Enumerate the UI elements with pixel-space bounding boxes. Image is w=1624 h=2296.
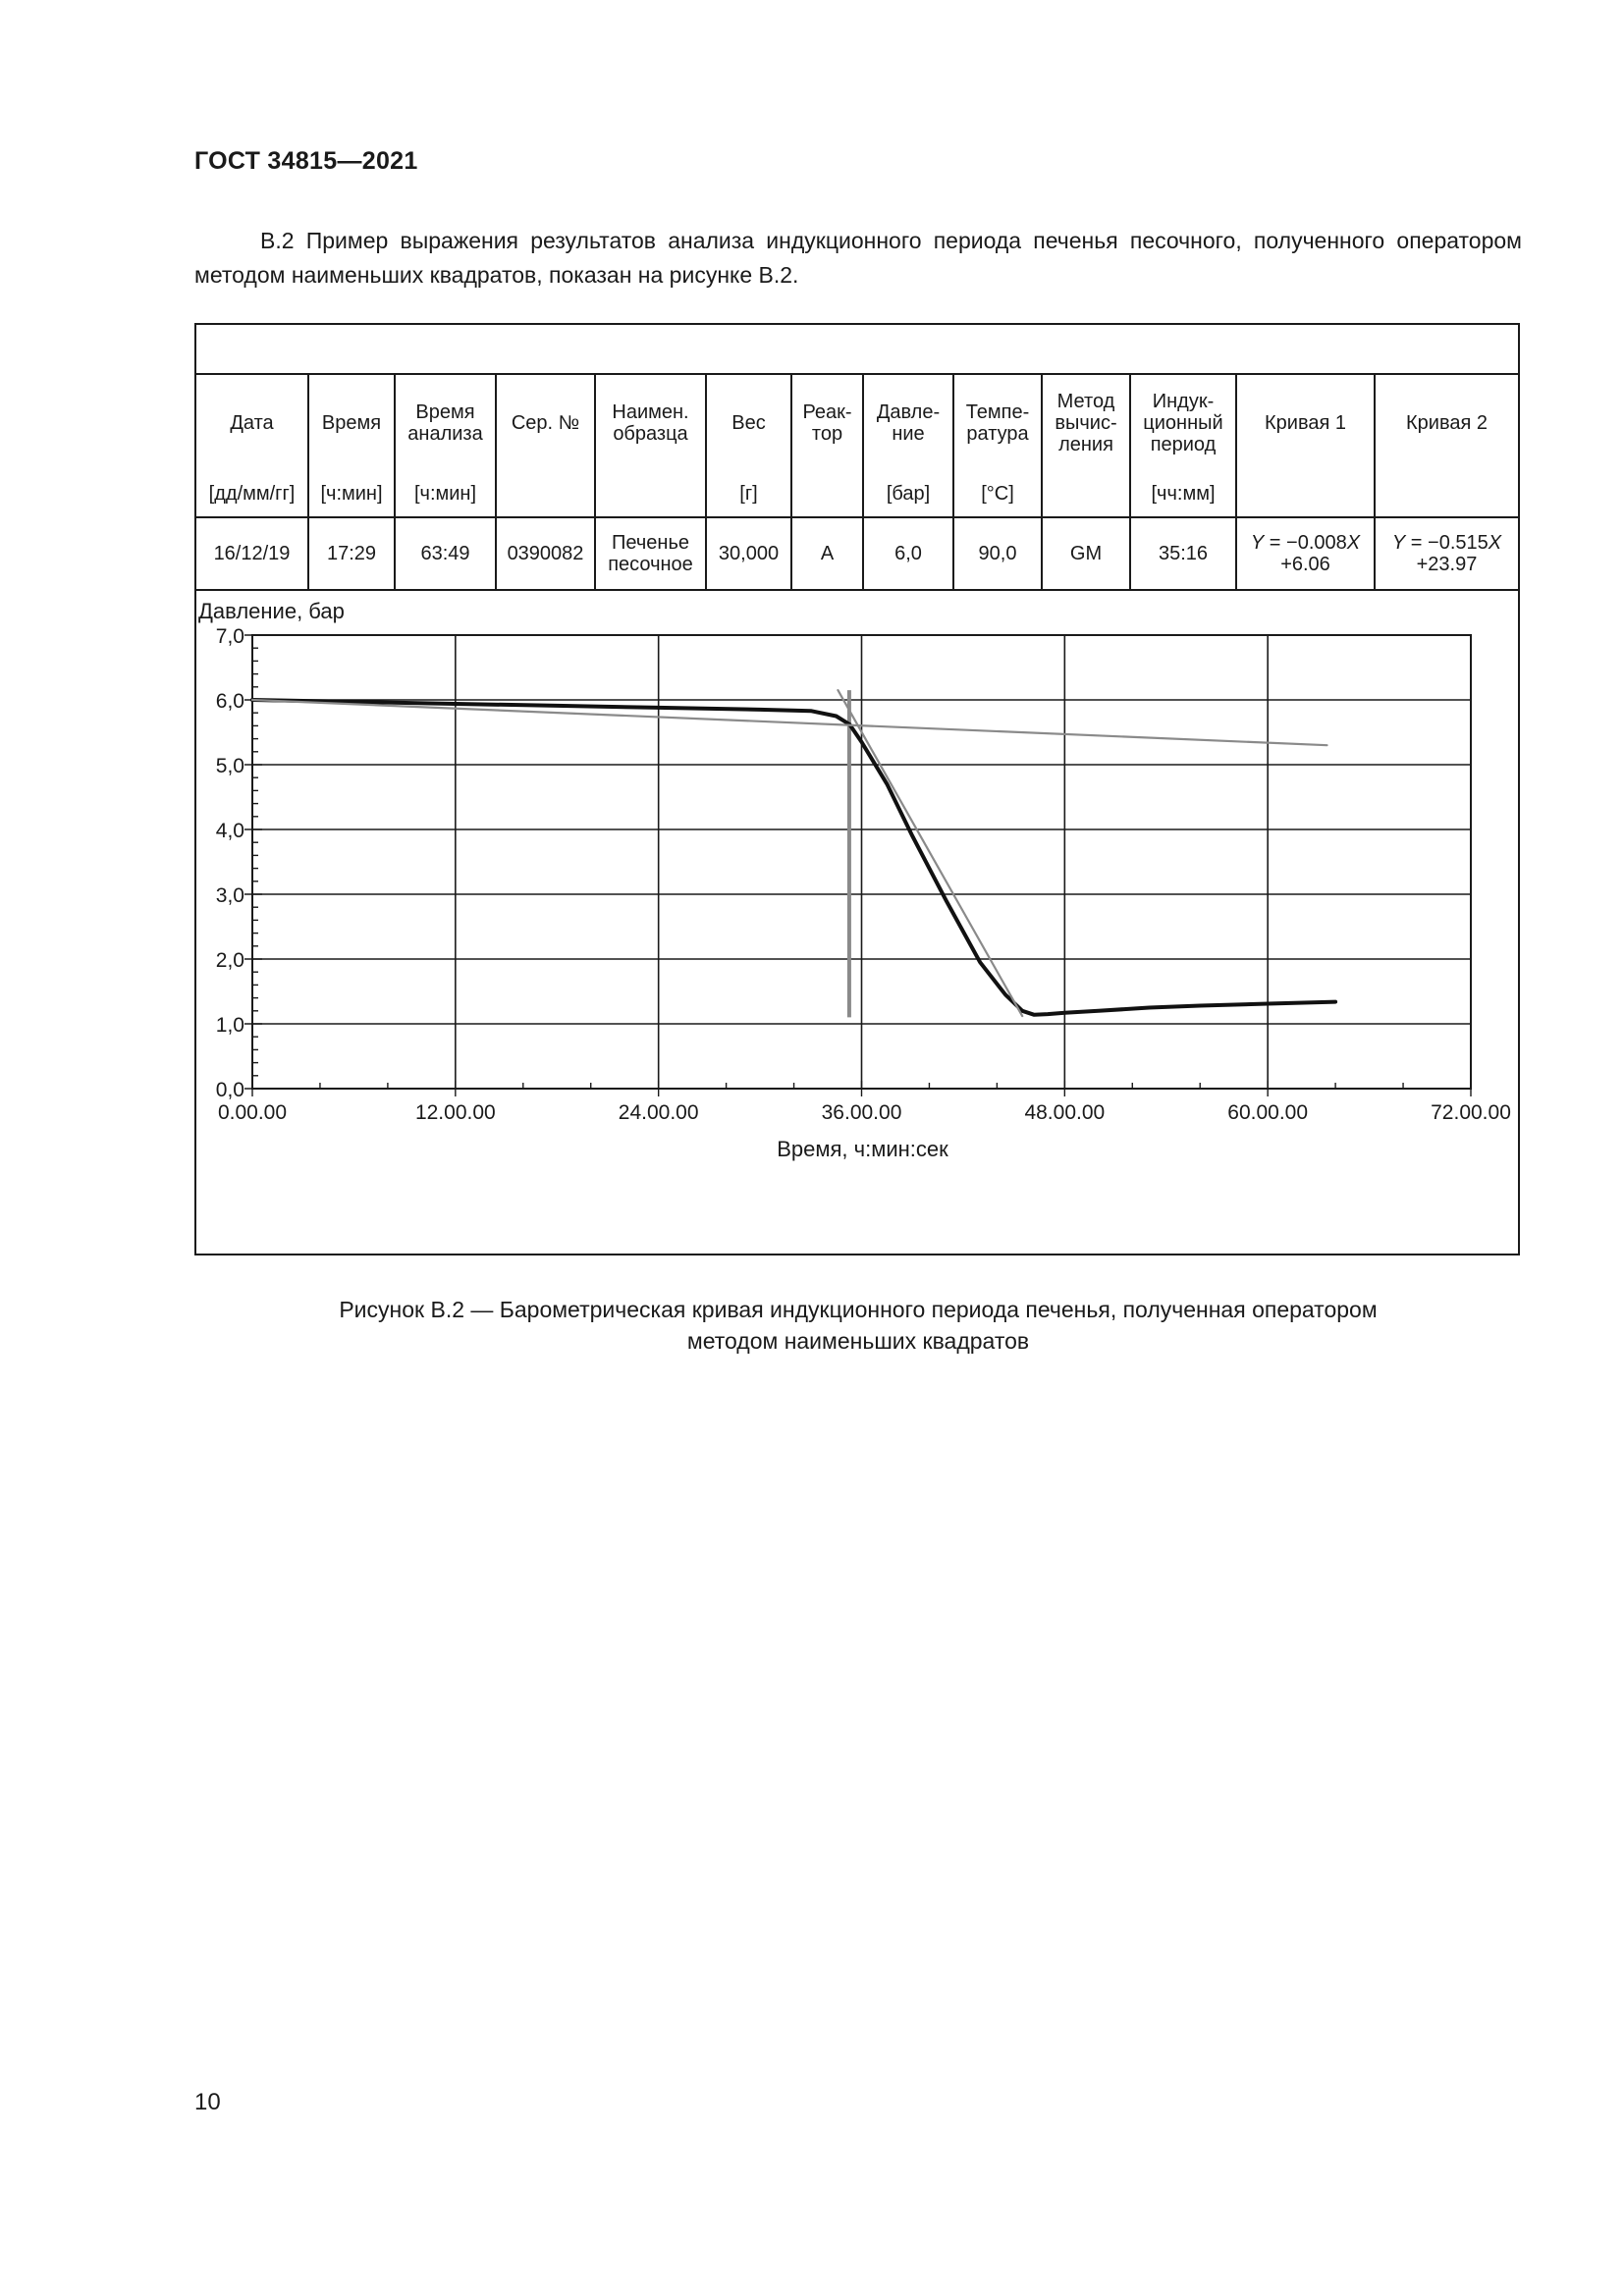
x-tick-label: 24.00.00 <box>618 1101 699 1124</box>
unit-cell: [бар] <box>863 471 953 517</box>
value-cell: A <box>791 517 863 590</box>
value-cell: 6,0 <box>863 517 953 590</box>
unit-cell: [ч:мин] <box>308 471 395 517</box>
x-tick-label: 48.00.00 <box>1024 1101 1106 1124</box>
curve2-coef: = −0.515 <box>1405 532 1489 554</box>
unit-cell: [ч:мин] <box>395 471 496 517</box>
unit-cell: [г] <box>706 471 791 517</box>
header-cell: Кривая 1 <box>1236 375 1375 471</box>
measured-line <box>252 700 1335 1015</box>
header-cell: Реак- тор <box>791 375 863 471</box>
header-cell: Метод вычис- ления <box>1042 375 1130 471</box>
frame-top-row <box>196 325 1518 375</box>
y-tick-label: 0,0 <box>215 1079 244 1101</box>
unit-cell <box>1375 471 1518 517</box>
y-tick-label: 4,0 <box>215 820 244 842</box>
y-tick-label: 6,0 <box>215 690 244 713</box>
curve2-equation <box>1375 517 1518 590</box>
fit-curve-2-line <box>838 690 1022 1016</box>
curve1-equation <box>1236 517 1375 590</box>
results-table <box>196 375 1518 591</box>
page-number: 10 <box>194 2089 221 2115</box>
x-tick-label: 60.00.00 <box>1227 1101 1309 1124</box>
unit-cell: [дд/мм/гг] <box>196 471 308 517</box>
value-cell: 90,0 <box>953 517 1042 590</box>
value-cell: 35:16 <box>1130 517 1236 590</box>
curve2-x-symbol: X <box>1488 532 1502 554</box>
header-cell: Кривая 2 <box>1406 412 1488 434</box>
y-tick-label: 5,0 <box>215 755 244 777</box>
document-header: ГОСТ 34815—2021 <box>194 147 418 175</box>
y-tick-label: 1,0 <box>215 1014 244 1037</box>
y-tick-label: 2,0 <box>215 949 244 972</box>
unit-cell <box>1042 471 1130 517</box>
header-cell: Темпе- ратура <box>953 375 1042 471</box>
unit-cell <box>496 471 595 517</box>
fit-curve-1-line <box>252 700 1327 745</box>
header-cell: Время анализа <box>395 375 496 471</box>
header-cell: Индук- ционный период <box>1130 375 1236 471</box>
curve1-coef: = −0.008 <box>1264 532 1347 554</box>
x-tick-label: 36.00.00 <box>821 1101 902 1124</box>
curve1-intercept: +6.06 <box>1280 554 1330 575</box>
header-cell: Сер. № <box>496 375 595 471</box>
value-cell: 17:29 <box>308 517 395 590</box>
figure-frame <box>194 323 1520 1255</box>
y-tick-label: 3,0 <box>215 884 244 907</box>
unit-cell <box>595 471 706 517</box>
value-cell: 30,000 <box>706 517 791 590</box>
table-header-row <box>196 375 1518 471</box>
value-cell: GM <box>1042 517 1130 590</box>
header-cell: Давле- ние <box>863 375 953 471</box>
header-cell: Наимен. образца <box>595 375 706 471</box>
intro-paragraph: В.2 Пример выражения результатов анализа индукционного периода печенья песочного, полученного оператором методом наименьших квадратов, показан на рисунке В.2. <box>194 228 1522 288</box>
curve2-y-symbol: Y <box>1391 532 1406 554</box>
header-cell: Вес <box>706 375 791 471</box>
header-cell: Время <box>308 375 395 471</box>
x-axis-title: Время, ч:мин:сек <box>777 1137 948 1161</box>
y-axis-title: Давление, бар <box>198 599 345 623</box>
table-row <box>196 517 1518 590</box>
table-units-row <box>196 471 1518 517</box>
x-tick-label: 72.00.00 <box>1431 1101 1511 1124</box>
header-cell: Дата <box>196 375 308 471</box>
chart-area <box>196 588 1518 1255</box>
curve2-intercept: +23.97 <box>1416 554 1478 575</box>
value-cell: 16/12/19 <box>196 517 308 590</box>
figure-caption <box>194 1294 1522 1357</box>
value-cell: 0390082 <box>496 517 595 590</box>
value-cell: Печенье песочное <box>595 517 706 590</box>
unit-cell: [°C] <box>953 471 1042 517</box>
x-tick-label: 12.00.00 <box>414 1101 496 1124</box>
barometric-chart <box>196 588 1518 1255</box>
caption-line-1: Рисунок В.2 — Барометрическая кривая индукционного периода печенья, полученная оператором <box>339 1297 1378 1322</box>
curve1-x-symbol: X <box>1346 532 1361 554</box>
x-tick-label: 0.00.00 <box>217 1101 288 1124</box>
unit-cell <box>1236 471 1375 517</box>
unit-cell: [чч:мм] <box>1130 471 1236 517</box>
y-tick-label: 7,0 <box>215 625 244 648</box>
unit-cell <box>791 471 863 517</box>
value-cell: 63:49 <box>395 517 496 590</box>
caption-line-2: методом наименьших квадратов <box>686 1328 1030 1354</box>
curve1-y-symbol: Y <box>1250 532 1265 554</box>
